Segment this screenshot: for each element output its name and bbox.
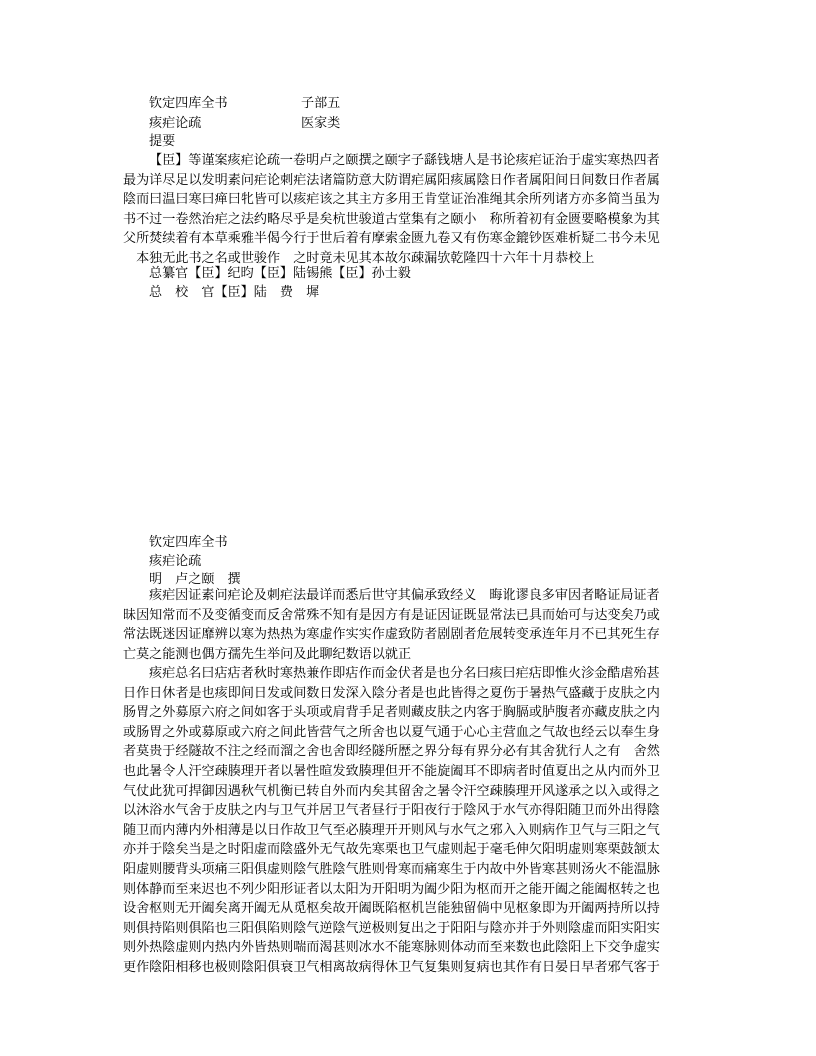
- credits-compilers: 总纂官【臣】纪昀【臣】陆锡熊【臣】孙士毅: [149, 266, 411, 281]
- page1-header-title: 钦定四库全书: [149, 96, 228, 111]
- text-line: 则外热陰虚则内热内外皆热则喘而渴甚则冰水不能寒脉则体动而至来数也此陰阳上下交争虚实: [123, 940, 660, 956]
- abstract-line: 本独无此书之名或世骏作 之时竟未见其本故尔疎漏欤乾隆四十六年十月恭校上: [123, 250, 595, 266]
- abstract-heading: 提要: [149, 134, 176, 149]
- page1-book-title: 痎疟论疏: [149, 116, 202, 131]
- page2-book-title: 痎疟论疏: [149, 554, 202, 569]
- text-line: 则俱持陷则俱陷也三阳俱陷则陰气逆陰气逆极则复出之于阳阳与陰亦并于外则陰虚而阳实阳实: [123, 920, 660, 936]
- text-line: 设舍枢则无开阖矣离开阖无从觅枢矣故开阖既陷枢机岂能独留倘中见枢象即为开阖两持所以持: [123, 901, 660, 917]
- text-line: 肠胃之外募原六府之间如客于头项或肩背手足者则藏皮肤之内客于胸膈或胪腹者亦藏皮肤之内: [123, 705, 660, 721]
- text-line: 昧因知常而不及变循变而反舍常殊不知有是因方有是证因证既显常法已具而始可与达变矣乃或: [123, 607, 660, 623]
- abstract-paragraph: [123, 151, 703, 269]
- text-line: 亡莫之能测也偶方孺先生举问及此聊纪数语以就正: [123, 646, 412, 662]
- credits-proofreader: 总 校 官【臣】陆 费 墀: [149, 285, 320, 300]
- page2-header-title: 钦定四库全书: [149, 535, 228, 550]
- abstract-line: 书不过一卷然治疟之法约略尽乎是矣杭世骏道古堂集有之颐小 称所着初有金匮要略模象为其: [123, 211, 660, 227]
- text-line: 常法既迷因证靡辨以寒为热热为寒虚作实实作虚致防者剧剧者危展转变承连年月不已其死生存: [123, 627, 660, 643]
- text-line: 者莫贵于经隧故不注之经而溜之舍也舍即经隧所歴之界分每有界分必有其舍犹行人之有 舍然: [123, 744, 660, 760]
- text-line: 以沐浴水气舍于皮肤之内与卫气并居卫气者昼行于阳夜行于陰风于水气亦得阳随卫而外出得陰: [123, 803, 660, 819]
- text-line: 气仗此犹可捍御因遇秋气机衡已转自外而内矣其留舍之暑令汗空疎腠理开风遂承之以入或得之: [123, 783, 660, 799]
- text-line: 痎疟总名曰痁痁者秋时寒热兼作即痁作而金伏者是也分名曰痎曰疟痁即惟火沴金酷虐殆甚: [149, 666, 660, 681]
- abstract-line: 父所焚续着有本草乘雅半偈今行于世后着有摩索金匮九卷又有伤寒金鎞钞医难析疑二书今未见: [123, 231, 660, 247]
- text-line: 阳虚则腰背头项痛三阳俱虚则陰气胜陰气胜则骨寒而痛寒生于内故中外皆寒甚则汤火不能温脉: [123, 861, 660, 877]
- abstract-line: 最为详尽足以发明素问疟论刺疟法诸篇防意大防谓疟属阳痎属陰日作者属阳间日间数日作者属: [123, 172, 660, 188]
- text-line: 或肠胃之外或募原或六府之间此皆营气之所舍也以夏气通于心心主营血之气故也经云以奉生身: [123, 724, 660, 740]
- text-line: 随卫而内薄内外相薄是以日作故卫气至必腠理开开则风与水气之邪入入则病作卫气与三阳之气: [123, 822, 660, 838]
- text-line: 也此暑令人汗空疎腠理开者以暑性暄发致腠理但开不能旋阖耳不即病者时值夏出之从内而外卫: [123, 763, 660, 779]
- main-paragraph: [123, 664, 703, 978]
- text-line: 则体静而至来迟也不列少阳形证者以太阳为开阳明为阖少阳为枢而开之能开阖之能阖枢转之也: [123, 881, 660, 897]
- intro-paragraph: [123, 586, 703, 664]
- page1-category: 医家类: [301, 116, 341, 131]
- text-line: 日作日休者是也痎即间日发或间数日发深入陰分者是也此皆得之夏伤于暑热气盛藏于皮肤之内: [123, 685, 660, 701]
- abstract-line: 【臣】等谨案痎疟论疏一卷明卢之颐撰之颐字子繇钱塘人是书论痎疟证治于虚实寒热四者: [149, 153, 660, 168]
- text-line: 更作陰阳相移也极则陰阳俱衰卫气相离故病得休卫气复集则复病也其作有日晏日早者邪气客于: [123, 959, 660, 975]
- text-line: 亦并于陰矣当是之时阳虚而陰盛外无气故先寒栗也卫气虚则起于毫毛伸欠阳明虚则寒栗鼓颔太: [123, 842, 660, 858]
- abstract-line: 陰而曰温曰寒曰瘅曰牝皆可以痎疟该之其主方多用王肯堂证治准绳其余所列诸方亦多简当虽为: [123, 192, 660, 208]
- author-line: 明 卢之颐 撰: [149, 572, 241, 587]
- page1-header-section: 子部五: [301, 96, 341, 111]
- text-line: 痎疟因证素问疟论及刺疟法最详而悉后世守其偏承致经义 晦讹谬良多审因者略证局证者: [149, 588, 660, 603]
